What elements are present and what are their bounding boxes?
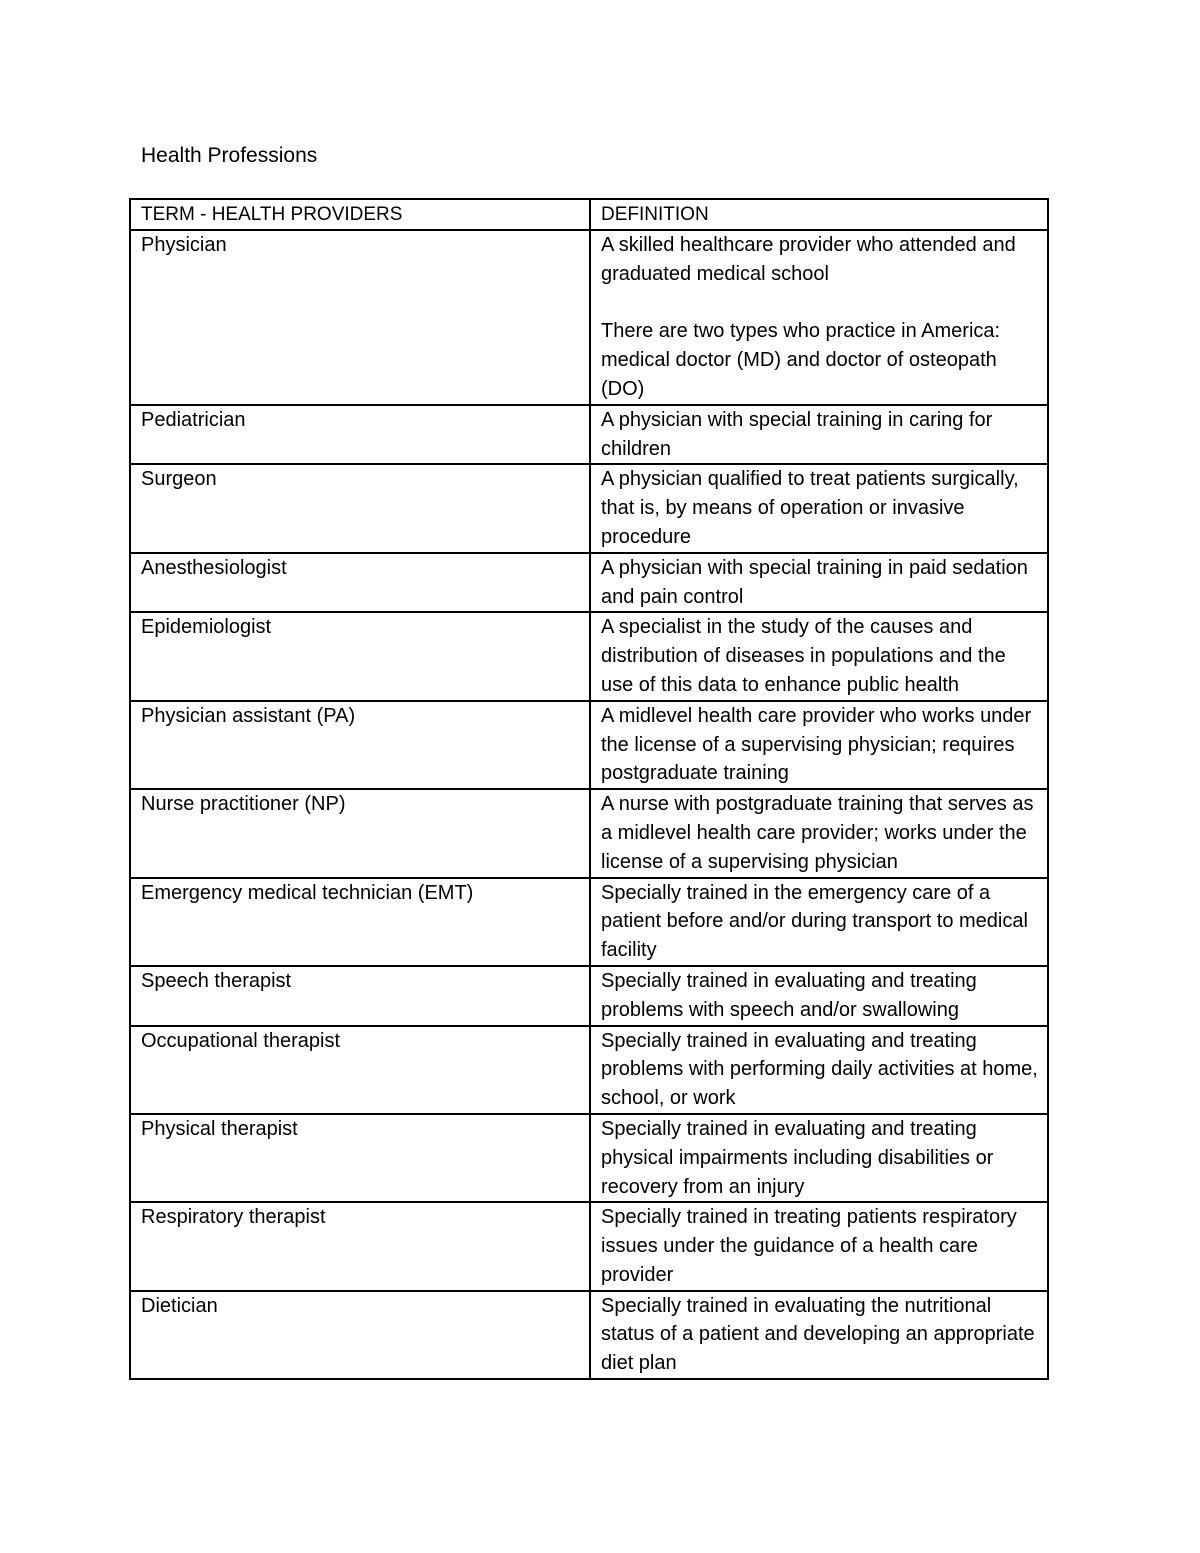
definition-cell	[590, 966, 1048, 1026]
definition-cell	[590, 878, 1048, 966]
term-cell: Epidemiologist	[130, 612, 590, 700]
definition-cell	[590, 789, 1048, 877]
term-cell: Occupational therapist	[130, 1026, 590, 1114]
table-row	[130, 405, 1048, 465]
definition-text: A skilled healthcare provider who attended and graduated medical school	[601, 234, 1016, 285]
term-cell: Pediatrician	[130, 405, 590, 465]
definition-column-header: DEFINITION	[590, 199, 1048, 230]
term-cell: Emergency medical technician (EMT)	[130, 878, 590, 966]
definition-text: Specially trained in treating patients respiratory issues under the guidance of a health care provider	[601, 1206, 1017, 1286]
term-cell: Dietician	[130, 1291, 590, 1379]
definition-text: There are two types who practice in America: medical doctor (MD) and doctor of osteopath (DO)	[601, 320, 1001, 400]
health-providers-table	[129, 198, 1049, 1380]
table-row	[130, 701, 1048, 789]
definition-cell	[590, 1202, 1048, 1290]
term-cell: Physician assistant (PA)	[130, 701, 590, 789]
definition-cell	[590, 1026, 1048, 1114]
definition-cell	[590, 612, 1048, 700]
definition-text: Specially trained in evaluating and treating physical impairments including disabilities or recovery from an injury	[601, 1117, 994, 1198]
table-row	[130, 1291, 1048, 1379]
table-row	[130, 230, 1048, 405]
definition-text: Specially trained in evaluating the nutritional status of a patient and developing an appropriate diet plan	[601, 1294, 1035, 1375]
definition-cell	[590, 1114, 1048, 1202]
definition-text: A specialist in the study of the causes and distribution of diseases in populations and the use of this data to enhance public health	[601, 616, 1006, 696]
table-row	[130, 1202, 1048, 1290]
definition-text: A physician with special training in paid sedation and pain control	[601, 556, 1028, 608]
table-row	[130, 464, 1048, 552]
definition-text: Specially trained in evaluating and treating problems with speech and/or swallowing	[601, 969, 977, 1021]
definition-text: A physician qualified to treat patients surgically, that is, by means of operation or invasive procedure	[601, 468, 1019, 548]
table-body	[130, 230, 1048, 1379]
term-cell: Surgeon	[130, 464, 590, 552]
term-cell: Physician	[130, 230, 590, 405]
definition-cell	[590, 405, 1048, 465]
table-row	[130, 1114, 1048, 1202]
table-row	[130, 789, 1048, 877]
term-cell: Respiratory therapist	[130, 1202, 590, 1290]
definition-cell	[590, 464, 1048, 552]
document-title: Health Professions	[141, 144, 318, 167]
table-row	[130, 612, 1048, 700]
term-cell: Speech therapist	[130, 966, 590, 1026]
table-row	[130, 966, 1048, 1026]
definition-cell	[590, 1291, 1048, 1379]
term-cell: Nurse practitioner (NP)	[130, 789, 590, 877]
definition-text: Specially trained in the emergency care of a patient before and/or during transport to medical facility	[601, 881, 1028, 962]
table-header-row	[130, 199, 1048, 230]
table-row	[130, 1026, 1048, 1114]
definition-cell	[590, 701, 1048, 789]
definition-text: A midlevel health care provider who works under the license of a supervising physician; requires postgraduate training	[601, 704, 1032, 785]
term-cell: Anesthesiologist	[130, 553, 590, 613]
definition-cell	[590, 553, 1048, 613]
definition-text: A nurse with postgraduate training that serves as a midlevel health care provider; works under the license of a supervising physician	[601, 793, 1034, 873]
table-row	[130, 878, 1048, 966]
definition-text: Specially trained in evaluating and treating problems with performing daily activities at home, school, or work	[601, 1029, 1038, 1110]
definition-text: A physician with special training in caring for children	[601, 408, 993, 460]
table-row	[130, 553, 1048, 613]
definition-cell	[590, 230, 1048, 405]
term-column-header: TERM - HEALTH PROVIDERS	[130, 199, 590, 230]
term-cell: Physical therapist	[130, 1114, 590, 1202]
